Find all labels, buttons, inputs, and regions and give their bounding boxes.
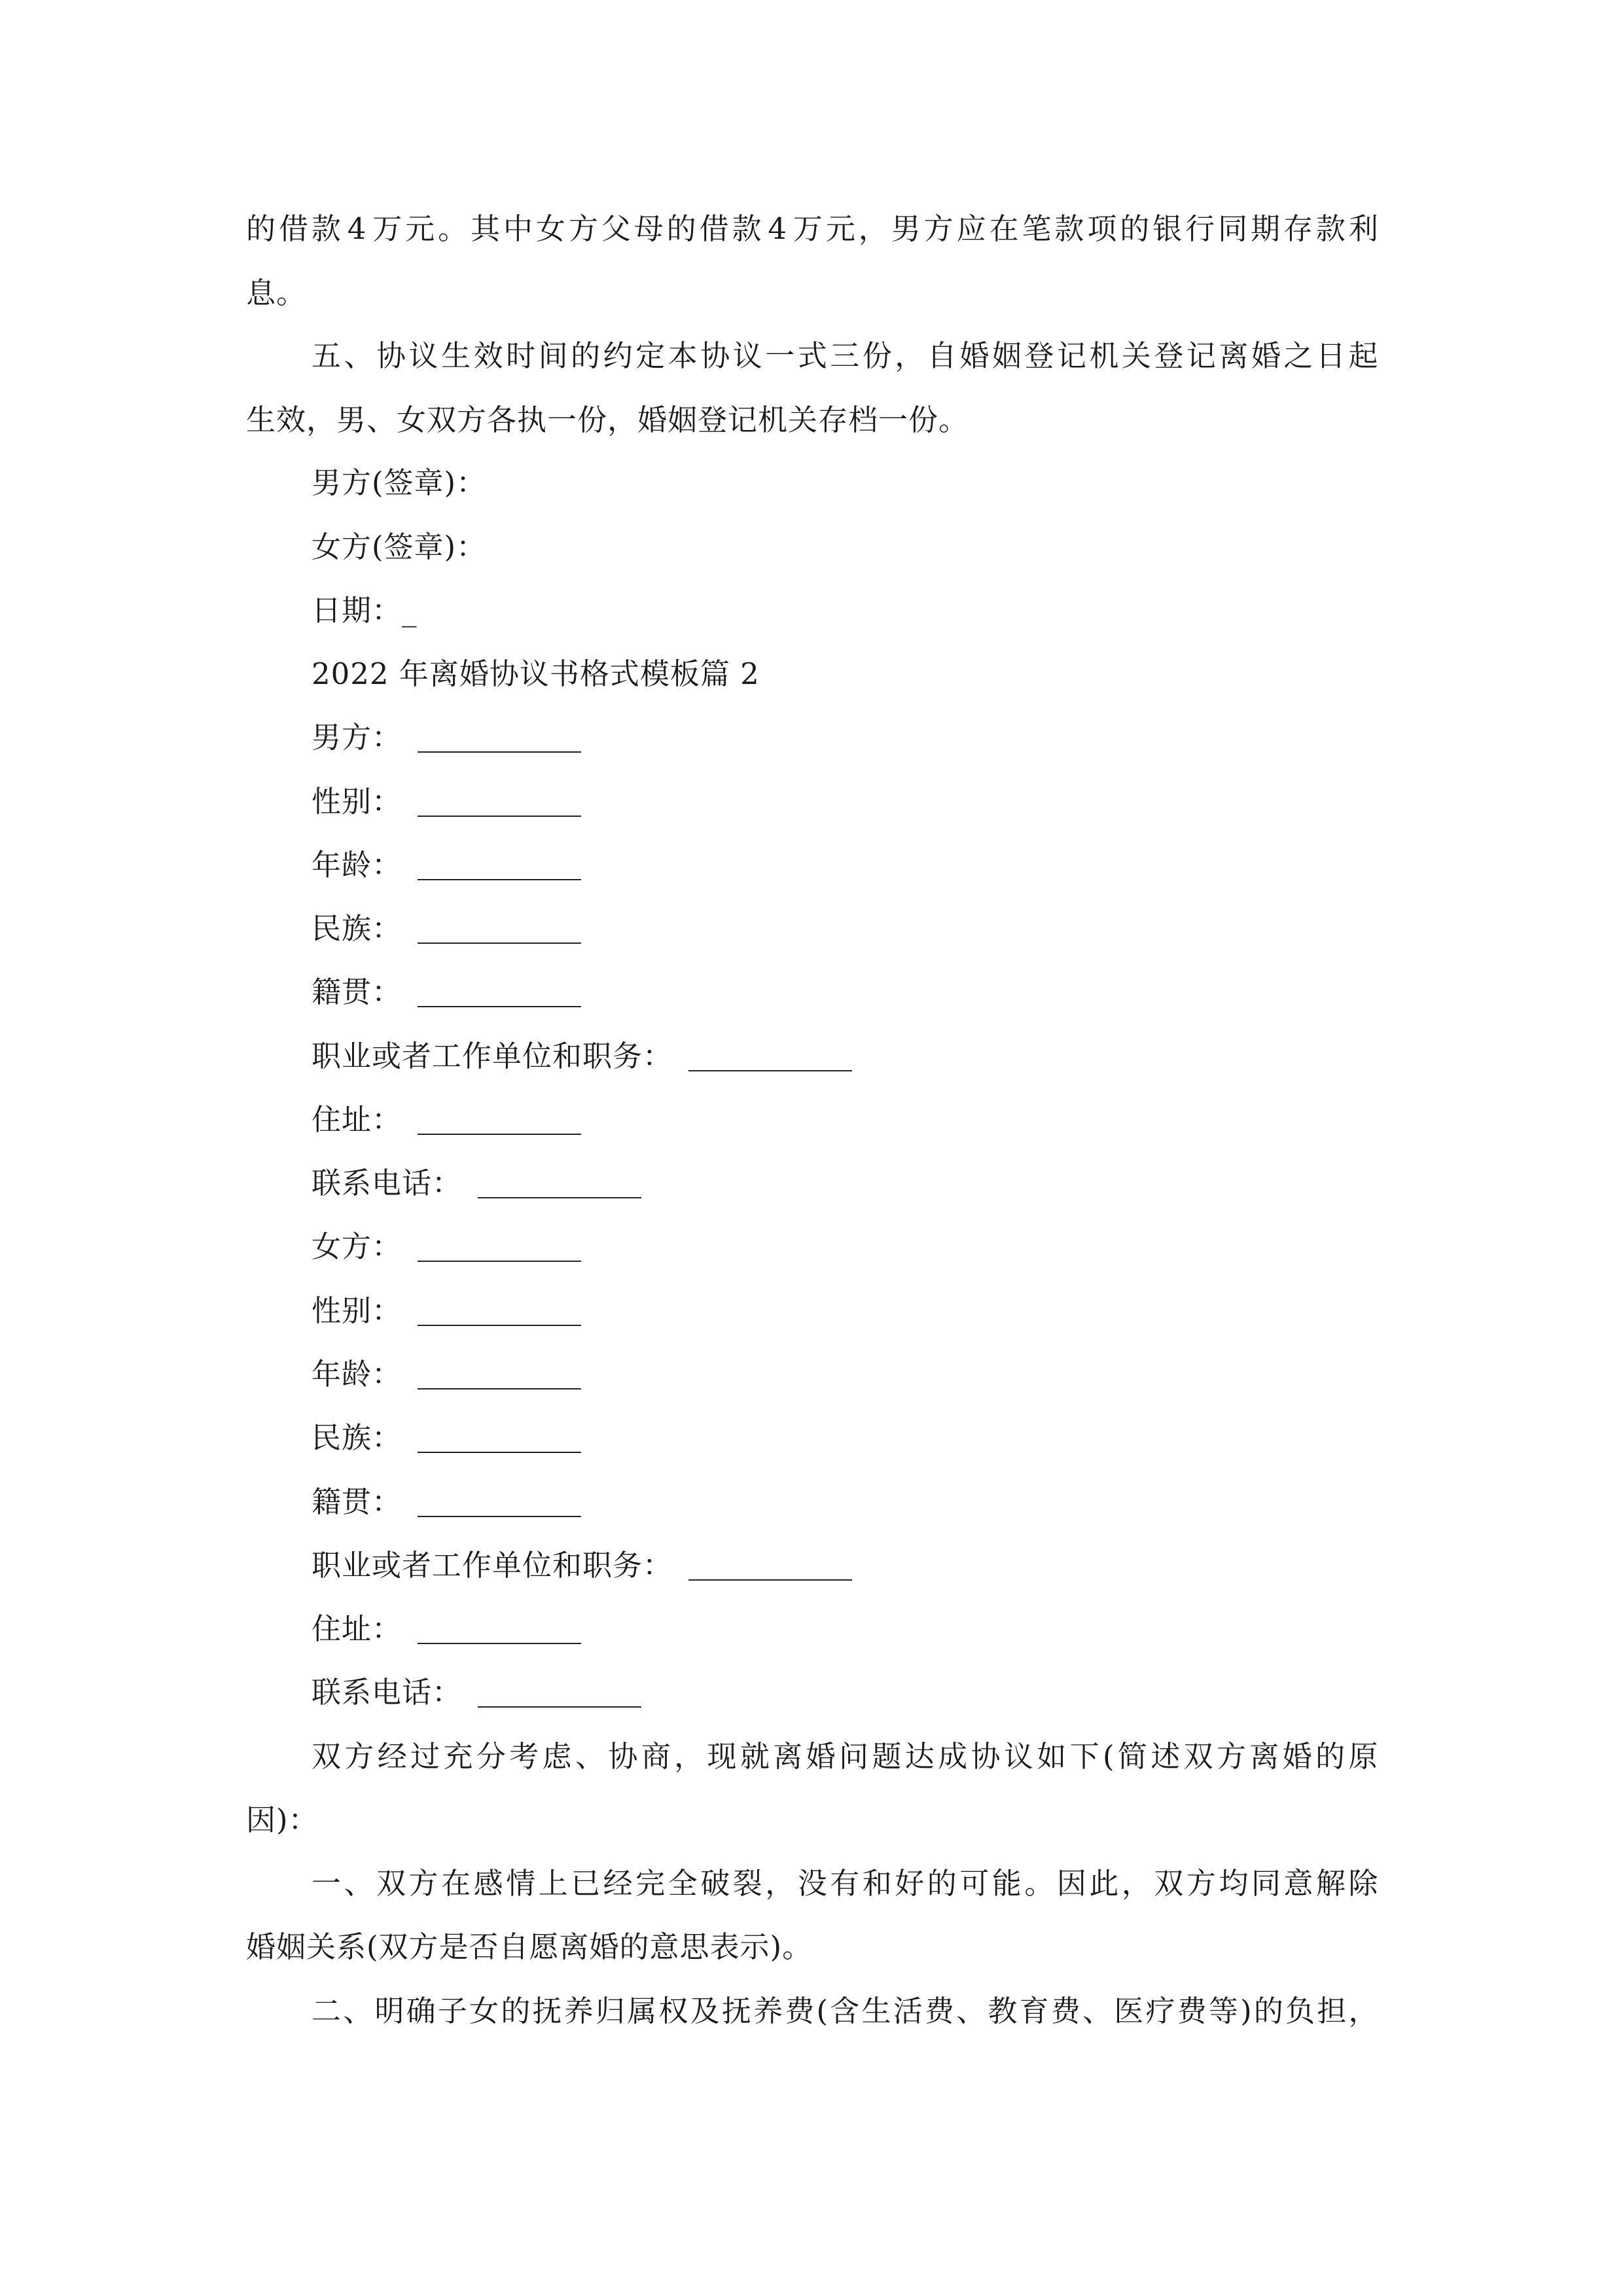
male-occupation-blank	[688, 1066, 852, 1071]
female-phone-field: 联系电话：	[312, 1673, 641, 1712]
template-2-title: 2022 年离婚协议书格式模板篇 2	[312, 656, 760, 691]
male-age-blank	[418, 875, 581, 880]
female-party-field: 女方：	[312, 1227, 581, 1266]
agreement-intro-line-2: 因)：	[246, 1803, 319, 1837]
clause-one-line-1: 一 、 双 方 在 感 情 上 已 经 完 全 破 裂 ， 没 有 和 好 的 可 能 。 因 此 ， 双 方 均 同 意 解 除	[312, 1866, 1378, 1901]
female-occupation-blank	[688, 1575, 852, 1581]
female-native-place-blank	[418, 1512, 581, 1517]
male-address-blank	[418, 1130, 581, 1135]
clause-two-line-1: 二 、 明 确 子 女 的 抚 养 归 属 权 及 抚 养 费 ( 含 生 活 费 、 教 育 费 、 医 疗 费 等 ) 的 负 担 ，	[312, 1994, 1378, 2028]
paragraph-effect-line-1: 五 、 协 议 生 效 时 间 的 约 定 本 协 议 一 式 三 份 ， 自 婚 姻 登 记 机 关 登 记 离 婚 之 日 起	[312, 338, 1378, 373]
female-address-field: 住址：	[312, 1609, 581, 1649]
female-occupation-field: 职业或者工作单位和职务：	[312, 1546, 852, 1585]
female-ethnicity-blank	[418, 1448, 581, 1453]
female-gender-blank	[418, 1321, 581, 1326]
male-gender-blank	[418, 812, 581, 817]
clause-one-line-2: 婚姻关系(双方是否自愿离婚的意思表示)。	[246, 1929, 813, 1964]
female-party-blank	[418, 1257, 581, 1262]
paragraph-loan-line-2: 息。	[246, 276, 307, 310]
male-party-field: 男方：	[312, 718, 581, 757]
female-age-field: 年龄：	[312, 1355, 581, 1394]
signature-date: 日期：_	[312, 593, 418, 628]
male-age-field: 年龄：	[312, 846, 581, 885]
male-native-place-blank	[418, 1002, 581, 1007]
signature-male: 男方(签章)：	[312, 465, 487, 500]
female-ethnicity-field: 民族：	[312, 1418, 581, 1458]
male-party-blank	[418, 747, 581, 753]
male-ethnicity-blank	[418, 939, 581, 944]
paragraph-effect-line-2: 生效，男、女双方各执一份，婚姻登记机关存档一份。	[246, 403, 969, 437]
paragraph-loan-line-1: 的 借 款 4 万 元 。 其 中 女 方 父 母 的 借 款 4 万 元 ， 男 方 应 在 笔 款 项 的 银 行 同 期 存 款 利	[246, 211, 1378, 246]
male-phone-blank	[478, 1193, 641, 1198]
signature-female: 女方(签章)：	[312, 529, 487, 564]
female-age-blank	[418, 1384, 581, 1390]
male-phone-field: 联系电话：	[312, 1164, 641, 1203]
male-native-place-field: 籍贯：	[312, 973, 581, 1012]
document-page	[246, 0, 1378, 2296]
male-occupation-field: 职业或者工作单位和职务：	[312, 1037, 852, 1076]
male-address-field: 住址：	[312, 1100, 581, 1139]
female-gender-field: 性别：	[312, 1291, 581, 1331]
male-ethnicity-field: 民族：	[312, 909, 581, 948]
male-gender-field: 性别：	[312, 782, 581, 821]
female-native-place-field: 籍贯：	[312, 1482, 581, 1522]
female-phone-blank	[478, 1702, 641, 1708]
agreement-intro-line-1: 双 方 经 过 充 分 考 虑 、 协 商 ， 现 就 离 婚 问 题 达 成 协 议 如 下 ( 简 述 双 方 离 婚 的 原	[312, 1739, 1378, 1774]
female-address-blank	[418, 1639, 581, 1644]
